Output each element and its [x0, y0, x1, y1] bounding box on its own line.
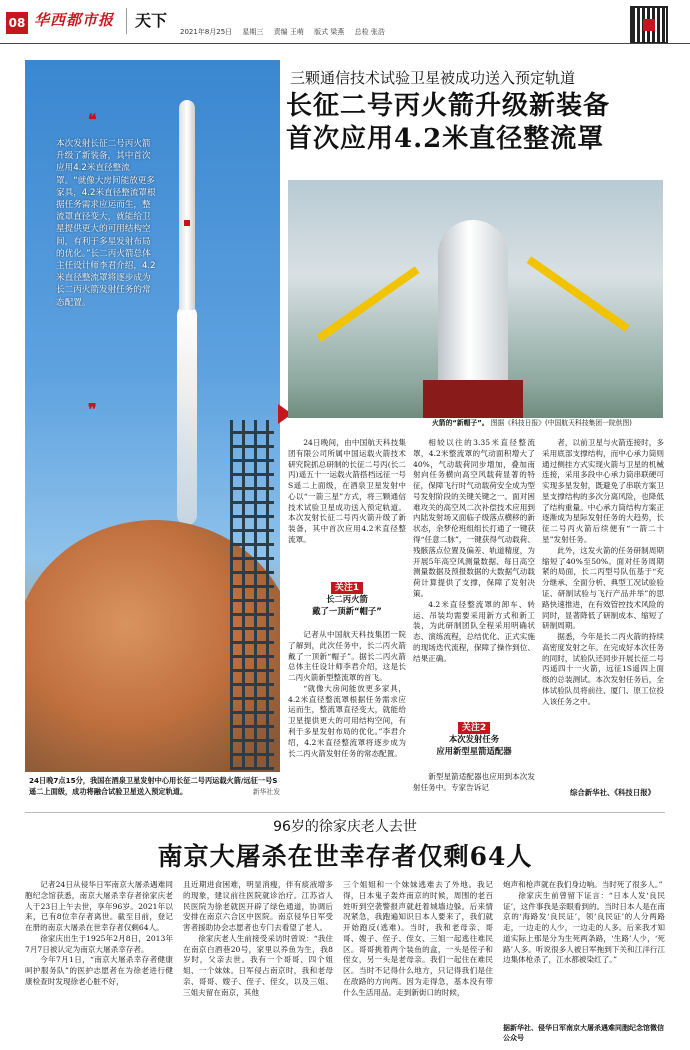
- headline-line-2: 首次应用4.2米直径整流罩: [286, 123, 605, 154]
- paragraph: 此外，这发火箭的任务研制周期缩短了40%至50%。面对任务周期紧的局面，长二丙型号队伍基于“充分继承、全面分析、典型工况试验验证、研制试验与飞行产品并举”的思路快速推进，在有效管控技术风险的同时，显著降低了研制成本、缩短了研制周期。: [542, 545, 664, 631]
- left-caption-text: 24日晚7点15分，我国在酒泉卫星发射中心用长征二号丙运载火箭/远征一号S遥二上面级，成功将融合试验卫星送入预定轨道。: [29, 776, 278, 796]
- story1-headline: [286, 90, 686, 155]
- story1-column-3: [542, 438, 664, 708]
- paragraph: 据悉，今年是长二丙火箭的持续高密度发射之年。在完成好本次任务的同时，试验队还同步开展长征二号丙遥四十一火箭，远征1S遥四上面级的总装测试。本次发射任务后，全体试验队员将前往、厦门、原工位投入该任务之中。: [542, 632, 664, 706]
- caption-credit: 图据《科技日报》(中国航天科技集团一院供图): [490, 419, 632, 427]
- paragraph: 今年7月1日，“南京大屠杀幸存者健康呵护服务队”的医护志愿者在为徐老进行健康检查时发现徐老心脏不好，: [25, 955, 173, 987]
- focus-title-line-2: 应用新型星箭适配器: [436, 745, 512, 756]
- paragraph: 记者24日从侵华日军南京大屠杀遇难同胞纪念馆获悉，南京大屠杀幸存者徐家庆老人于23日上午去世，享年96岁。2021年以来，已有8位幸存者离世。截至目前，登记在册的南京大屠杀在世幸存者仅剩64人。: [25, 880, 173, 933]
- paragraph: 且近期进食困难，明显消瘦，伴有痰液增多的现象，建议前往医院就诊治疗。江苏省人民医院为徐老就医开辟了绿色通道，协调后安排在南京六合区中医院。南京侵华日军受害者援助协会志愿者也专门去看望了老人。: [183, 880, 333, 933]
- paragraph: 三个姐姐和一个妹妹逃难去了外地。我记得，日本鬼子轰炸南京的时候，周围的老百姓听到空袭警报声就赶着城墙边躲。后来情况紧急，我跑遍知识日本人要来了，我们就开始跑反(逃难)。当时，我和老母亲、哥哥、嫂子、侄子、侄女、三姐一起逃往难民区。哥哥挑着两个装鱼的盒，一头是侄子和侄女，另一头是老母亲。我们一起住在难民区。当时不记得什么地方，只记得我们是住在敌路的方向两。因为走得急，基本没有带什么生活用品。走到新街口的时候，: [343, 880, 493, 997]
- paragraph: 徐家庆生前曾留下证言：“日本人发‘良民证’，这件事我是亲眼看到的。当时日本人是在南京的‘海路发‘良民证’，领‘良民证’的人分两路走，一边走的人少，一边走的人多。后来我才知道实际上那是分为生死两条路，‘生路’人少，‘死路’人多。听说很多人被日军拖到下关和江洋行江边集体枪杀了，江水都被染红了。”: [503, 890, 665, 965]
- header-meta: [180, 28, 393, 38]
- story2-column-2: [183, 880, 333, 999]
- page-header: [0, 0, 690, 42]
- paragraph: “就像大房间能放更多家具，4.2米直径整流罩根据任务需求应运而生，整流罩直径变大，就能给卫星提供更大的可用结构空间，有利于多星发射布局的优化。”李君介绍，4.2米直径整流罩将逐步成为长二丙火箭发射任务的常态配置。: [288, 683, 406, 758]
- story1-column-1b: [288, 630, 406, 759]
- header-divider: [0, 43, 690, 44]
- editor: 责编 王萌: [273, 28, 304, 36]
- story2-headline: 南京大屠杀在世幸存者仅剩64人: [157, 842, 533, 871]
- paragraph: 记者从中国航天科技集团一院了解到，此次任务中，长二丙火箭戴了一顶新“帽子”。据长二丙火箭总体主任设计师李君介绍，这是长二丙火箭新型整流罩的首飞。: [288, 630, 406, 683]
- story2-column-4: [503, 880, 665, 966]
- photo-source: 新华社发: [252, 788, 280, 797]
- crane-right: [527, 256, 630, 331]
- fairing-stand: [423, 380, 523, 418]
- focus-box-2: [413, 722, 535, 757]
- story2-kicker: 96岁的徐家庆老人去世: [273, 819, 417, 835]
- headline-line-1: 长征二号丙火箭升级新装备: [286, 91, 611, 121]
- paragraph: 徐家庆出生于1925年2月8日，2013年7月7日被认定为南京大屠杀幸存者。: [25, 933, 173, 954]
- crane-left: [317, 266, 420, 341]
- pull-quote: 本次发射长征二号丙火箭升级了新装备，其中首次应用4.2米直径整流罩。“就像大房间能放更多家具，4.2米直径整流罩根据任务需求应运而生，整流罩直径变大，就能给卫星提供更大的可用结构空间，有利于多星发射布局的优化。”长二丙火箭总体主任设计师李君介绍，4.2米直径整流罩将逐步成为长二丙火箭发射任务的常态配置。: [56, 139, 156, 308]
- payload-fairing: [438, 220, 508, 390]
- masthead-logo: 华西都市报: [34, 11, 115, 29]
- launch-tower: [230, 420, 274, 770]
- rocket-shape: [179, 100, 195, 310]
- fairing-photo-caption: [432, 419, 682, 428]
- left-photo-caption: [25, 772, 288, 802]
- layout-credit: 版式 梁燕: [314, 28, 345, 36]
- paragraph: 者，以前卫星与火箭连接时，多采用底部支撑结构，而中心承力筒则通过侧挂方式实现火箭与卫星的机械连接，采用多段中心承力筒串联硬可实现多星发射，既避免了串联方案卫星支撑结构的多次分离风险，也降低了结构重量。中心承力筒结构方案正逐渐成为星际发射任务的大趋势，长征二号丙火箭后续便有“一箭二十星”发射任务。: [542, 438, 664, 545]
- paragraph: 相较以往的3.35米直径整流罩，4.2米整流罩的气动面积增大了40%，气动载荷同步增加，叠加南射向任务横向高空风载荷显著的特征，保障飞行时气动载荷安全成为型号发射阶段的关键关键之一。面对困难攻关的高空风二次补偿技术应用到内陆发射场又面临子级落点横移的新状态，余梦伦班组组长打通了一键获得“任意二脉”，一键获得气动载荷、残骸落点位置及偏差、轨道精度，为开展5年高空风测量数据、每日高空测量数据及预报数据的大数据气动载荷计算提供了支撑，保障了发射决策。: [413, 438, 535, 598]
- paragraph: 徐家庆老人生前接受采访时曾说：“我住在南京白酒巷20号，家里以养鱼为生，我8岁时，父亲去世。我有一个哥哥、四个姐姐、一个妹妹。日军侵占南京时，我和老母亲、哥哥、嫂子、侄子、侄女，以及三姐、三姐夫留在南京，其他: [183, 933, 333, 997]
- page-number: 08: [6, 12, 28, 34]
- story1-byline: 综合新华社、《科技日报》: [570, 788, 655, 797]
- quote-close-icon: ❞: [88, 400, 97, 419]
- focus-tag: 关注2: [458, 722, 490, 734]
- story2-column-3: [343, 880, 493, 999]
- section-title: 天下: [126, 8, 167, 34]
- story2-column-1: [25, 880, 173, 988]
- quote-open-icon: ❝: [88, 110, 97, 129]
- paragraph: 炮声和枪声就在我们身边响。当时死了很多人。”: [503, 880, 663, 889]
- qr-code-icon[interactable]: [630, 6, 668, 44]
- paragraph: 24日晚间，由中国航天科技集团有限公司所属中国运载火箭技术研究院抓总研制的长征二号丙(长二丙)遥五十一运载火箭搭档远征一号S遥二上面级，在酒泉卫星发射中心以“一箭三星”方式，将三颗通信技术试验卫星成功送入预定轨道。本次发射长征二号丙火箭升级了新装备，其中首次应用4.2米直径整流罩。: [288, 438, 406, 545]
- focus-title-line-2: 戴了一顶新“帽子”: [312, 605, 382, 616]
- paragraph: 新型星箭适配器也应用到本次发射任务中。专家告诉记: [413, 772, 535, 792]
- story1-column-2: [413, 438, 535, 664]
- date: 2021年8月25日: [180, 28, 233, 36]
- story1-column-2b: [413, 772, 535, 794]
- paragraph: 4.2米直径整流罩的卸车、转运、吊装均需要采用新方式和新工装，为此研制团队全程采用明确状态、演练流程，总结优化、正式实施的现场迭代流程，保障了操作到位、结果正确。: [413, 599, 535, 663]
- story1-kicker: 三颗通信技术试验卫星被成功送入预定轨道: [290, 69, 576, 87]
- story1-column-1: [288, 438, 406, 546]
- exhaust-plume: [177, 305, 197, 525]
- focus-box-1: [288, 582, 406, 617]
- weekday: 星期三: [242, 28, 264, 36]
- focus-tag: 关注1: [331, 582, 363, 594]
- proof-credit: 总检 张浩: [354, 28, 385, 36]
- caption-bold: 火箭的“新帽子”。: [432, 419, 489, 427]
- focus-title-line-1: 本次发射任务: [448, 734, 500, 745]
- story2-byline: 据新华社、侵华日军南京大屠杀遇难同胞纪念馆微信公众号: [503, 1024, 664, 1042]
- fairing-photo: [288, 180, 663, 418]
- story-separator: [25, 812, 665, 813]
- focus-title-line-1: 长二丙火箭: [326, 594, 368, 605]
